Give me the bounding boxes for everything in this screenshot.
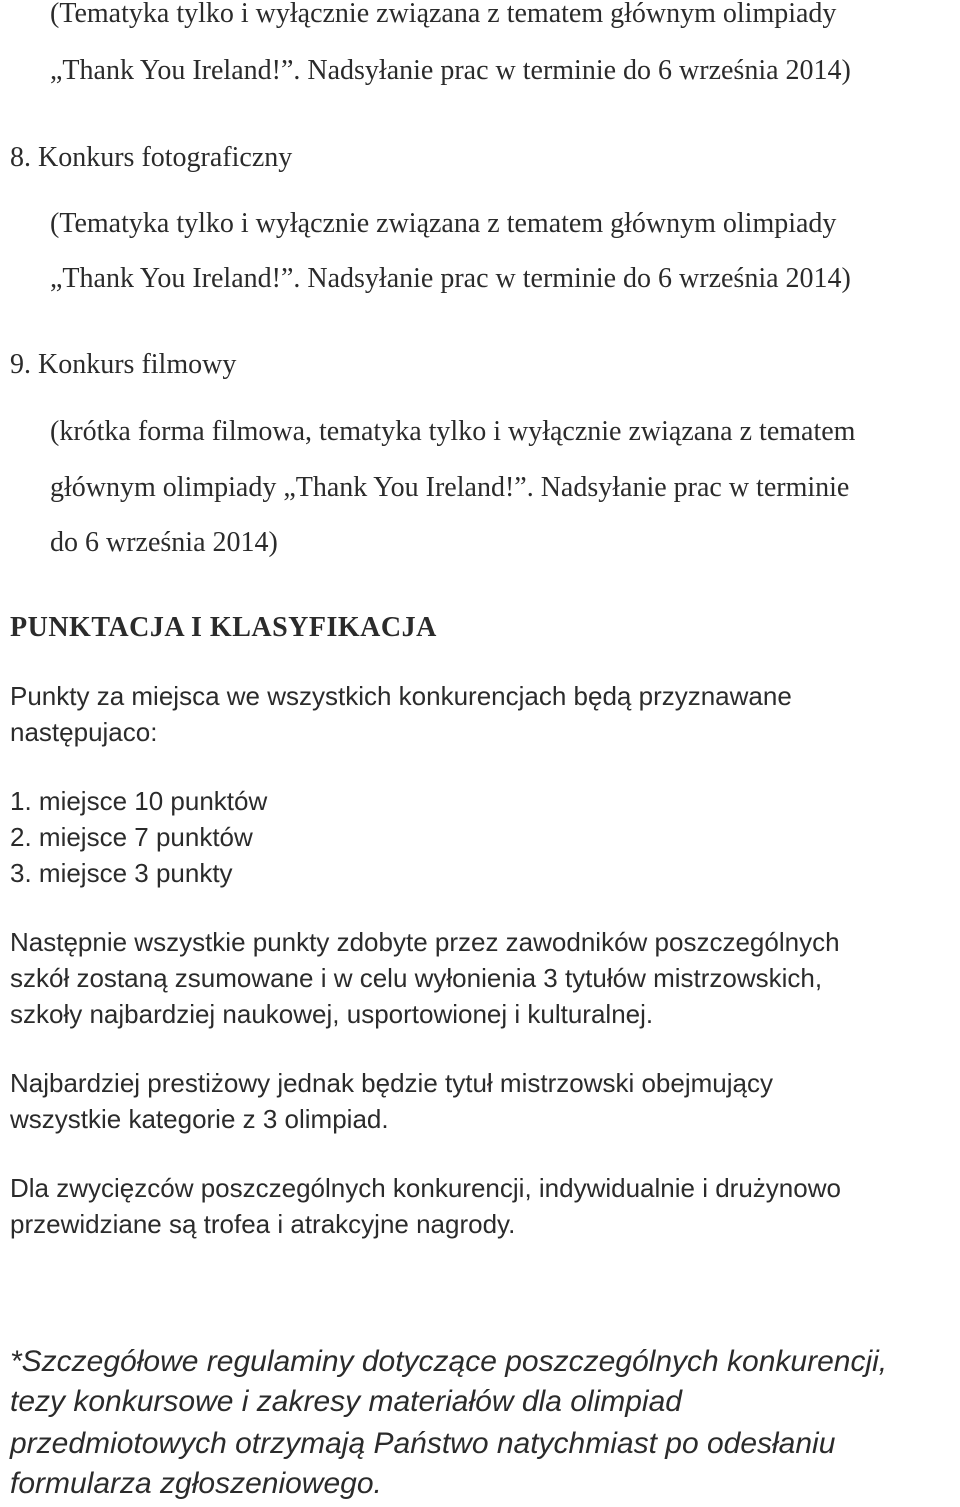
- scoring-intro-line-2: następujaco:: [10, 717, 158, 747]
- para3-line-2: przewidziane są trofea i atrakcyjne nagrody.: [10, 1209, 516, 1239]
- place-3: 3. miejsce 3 punkty: [10, 858, 233, 888]
- para2-line-1: Najbardziej prestiżowy jednak będzie tytuł mistrzowski obejmujący: [10, 1068, 773, 1098]
- para1-line-1: Następnie wszystkie punkty zdobyte przez zawodników poszczególnych: [10, 927, 840, 957]
- para3-line-1: Dla zwycięzców poszczególnych konkurencji, indywidualnie i drużynowo: [10, 1173, 841, 1203]
- item-9-line-3: do 6 września 2014): [50, 527, 278, 558]
- para2-line-2: wszystkie kategorie z 3 olimpiad.: [10, 1104, 389, 1134]
- scoring-title: PUNKTACJA I KLASYFIKACJA: [10, 612, 437, 643]
- place-1: 1. miejsce 10 punktów: [10, 786, 268, 816]
- item-9-line-1: (krótka forma filmowa, tematyka tylko i wyłącznie związana z tematem: [50, 416, 856, 447]
- para1-line-3: szkoły najbardziej naukowej, usportowionej i kulturalnej.: [10, 999, 654, 1029]
- footnote-line-3: przedmiotowych otrzymają Państwo natychmiast po odesłaniu: [10, 1427, 836, 1460]
- top-block-line-1: (Tematyka tylko i wyłącznie związana z tematem głównym olimpiady: [50, 0, 837, 29]
- item-8-line-2: „Thank You Ireland!”. Nadsyłanie prac w terminie do 6 września 2014): [50, 263, 851, 294]
- top-block-line-2: „Thank You Ireland!”. Nadsyłanie prac w terminie do 6 września 2014): [50, 55, 851, 86]
- item-8-heading: 8. Konkurs fotograficzny: [10, 142, 293, 173]
- scoring-intro-line-1: Punkty za miejsca we wszystkich konkurencjach będą przyznawane: [10, 681, 792, 711]
- item-9-heading: 9. Konkurs filmowy: [10, 349, 237, 380]
- item-8-line-1: (Tematyka tylko i wyłącznie związana z tematem głównym olimpiady: [50, 208, 837, 239]
- place-2: 2. miejsce 7 punktów: [10, 822, 253, 852]
- footnote-line-4: formularza zgłoszeniowego.: [10, 1467, 382, 1500]
- item-9-line-2: głównym olimpiady „Thank You Ireland!”. Nadsyłanie prac w terminie: [50, 472, 850, 503]
- footnote-line-2: tezy konkursowe i zakresy materiałów dla olimpiad: [10, 1385, 682, 1418]
- footnote-line-1: *Szczegółowe regulaminy dotyczące poszczególnych konkurencji,: [10, 1345, 888, 1378]
- para1-line-2: szkół zostaną zsumowane i w celu wyłonienia 3 tytułów mistrzowskich,: [10, 963, 823, 993]
